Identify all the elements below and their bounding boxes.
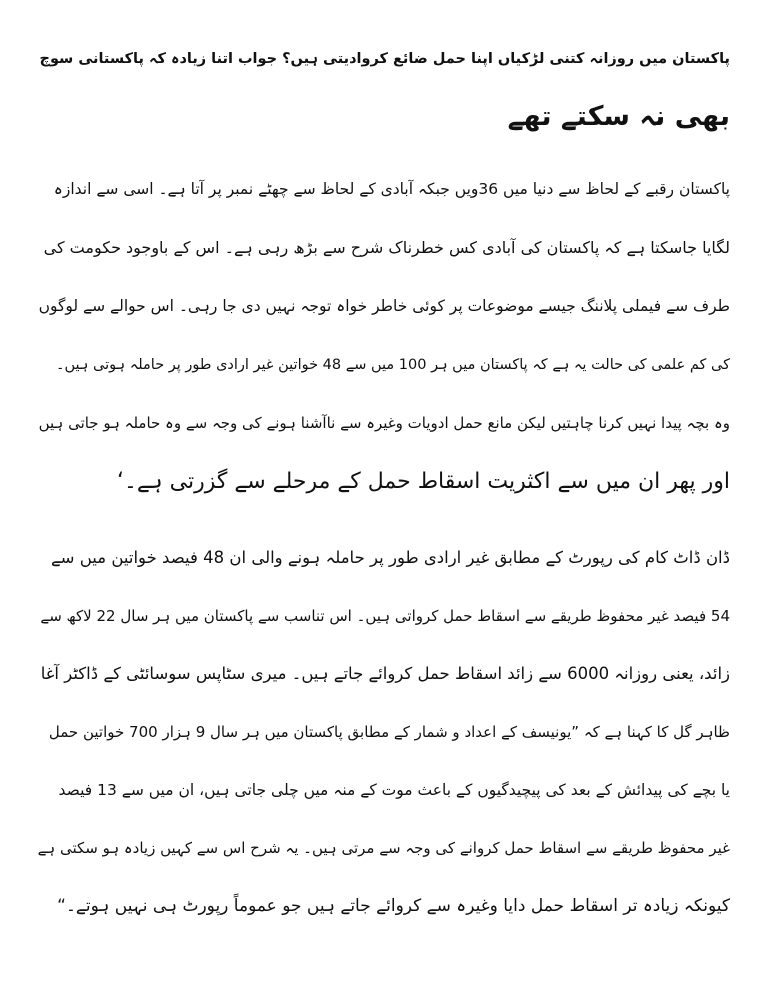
paragraph-line: ظاہر گل کا کہنا ہے کہ ”یونیسف کے اعداد و شمار کے مطابق پاکستان میں ہر سال 9 ہزار 700 خواتین حمل <box>48 723 730 741</box>
paragraph-line: زائد، یعنی روزانہ 6000 سے زائد اسقاط حمل کروائے جاتے ہیں۔ میری سٹاپس سوسائٹی کے ڈاکٹر آغا <box>40 664 730 683</box>
paragraph-line: یا بچے کی پیدائش کے بعد کی پیچیدگیوں کے باعث موت کے منہ میں چلی جاتی ہیں، ان میں سے 13 فیصد <box>58 781 730 799</box>
paragraph-line: وہ بچہ پیدا نہیں کرنا چاہتیں لیکن مانع حمل ادویات وغیرہ سے ناآشنا ہونے کی وجہ سے وہ حاملہ ہو جاتی ہیں <box>38 414 730 432</box>
paragraph-line: کی کم علمی کی حالت یہ ہے کہ پاکستان میں ہر 100 میں سے 48 خواتین غیر ارادی طور پر حاملہ ہوتی ہیں۔ <box>56 356 730 373</box>
paragraph-line: غیر محفوظ طریقے سے اسقاط حمل کروانے کی وجہ سے مرتی ہیں۔ یہ شرح اس سے کہیں زیادہ ہو سکتی ہے <box>37 839 730 857</box>
paragraph-2 <box>38 529 730 935</box>
title-line: بھی نہ سکتے تھے <box>507 101 730 132</box>
article-title <box>38 30 730 146</box>
paragraph-line: پاکستان رقبے کے لحاظ سے دنیا میں 36ویں جبکہ آبادی کے لحاظ سے چھٹے نمبر پر آتا ہے۔ اسی سے اندازہ <box>53 180 730 198</box>
paragraph-line: ڈان ڈاٹ کام کی رپورٹ کے مطابق غیر ارادی طور پر حاملہ ہونے والی ان 48 فیصد خواتین میں سے <box>50 548 730 567</box>
paragraph-line: طرف سے فیملی پلاننگ جیسے موضوعات پر کوئی خاطر خواہ توجہ نہیں دی جا رہی۔ اس حوالے سے لوگوں <box>38 297 730 315</box>
paragraph-line: کیونکہ زیادہ تر اسقاط حمل دایا وغیرہ سے کروائے جاتے ہیں جو عموماً رپورٹ ہی نہیں ہوتے۔“ <box>57 896 730 916</box>
paragraph-line: اور پھر ان میں سے اکثریت اسقاط حمل کے مرحلے سے گزرتی ہے۔‘ <box>117 468 730 494</box>
paragraph-line: لگایا جاسکتا ہے کہ پاکستان کی آبادی کس خطرناک شرح سے بڑھ رہی ہے۔ اس کے باوجود حکومت کی <box>43 237 730 257</box>
paragraph-line: 54 فیصد غیر محفوظ طریقے سے اسقاط حمل کرواتی ہیں۔ اس تناسب سے پاکستان میں ہر سال 22 لاکھ سے <box>40 607 730 625</box>
title-line: پاکستان میں روزانہ کتنی لڑکیاں اپنا حمل ضائع کروادیتی ہیں؟ جواب اتنا زیادہ کہ پاکستانی سوچ <box>39 51 730 67</box>
paragraph-1 <box>38 160 730 511</box>
